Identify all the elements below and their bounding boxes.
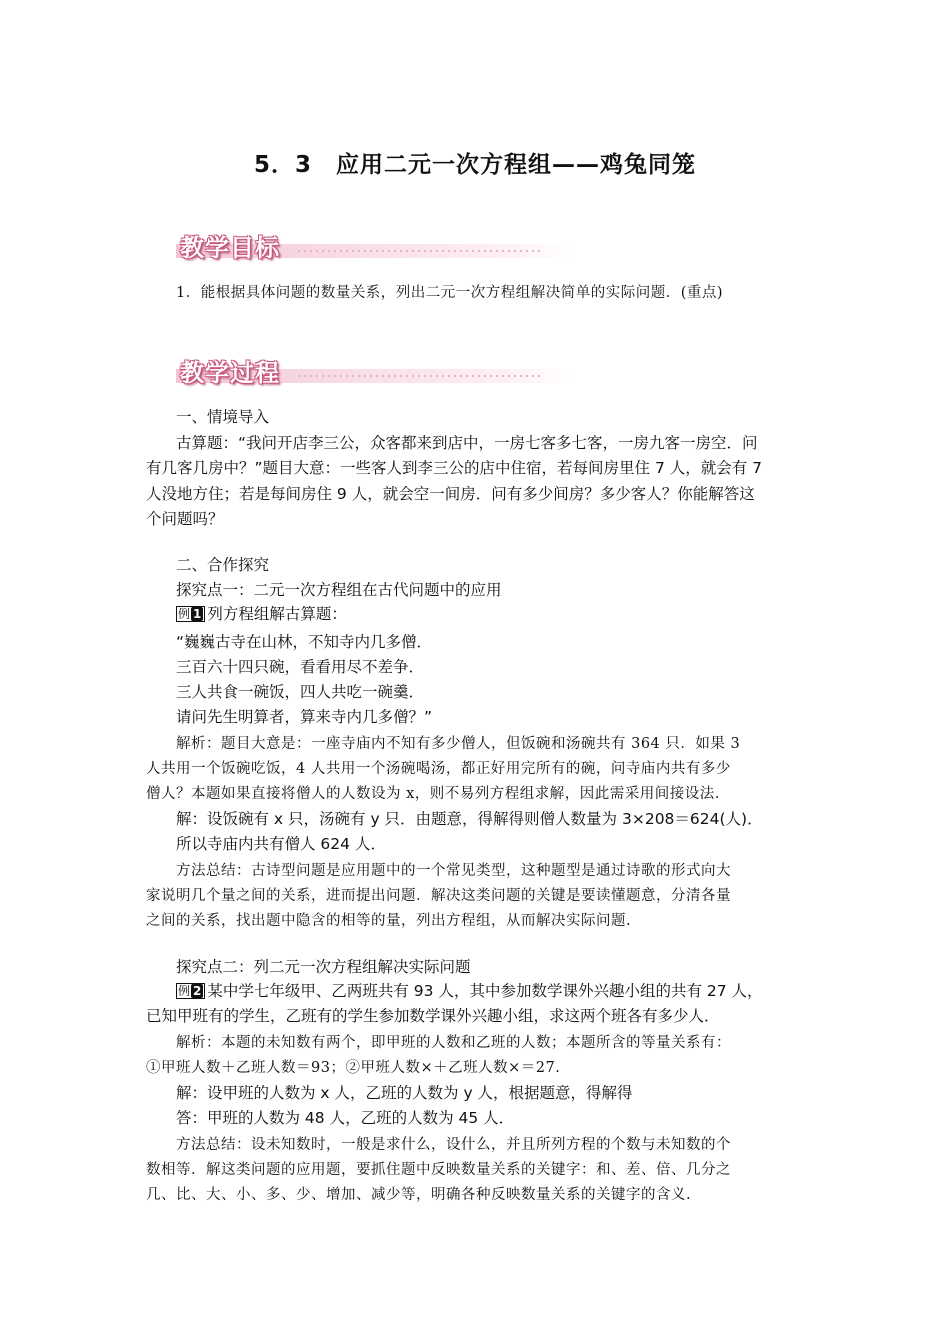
analysis-line: 解析：本题的未知数有两个，即甲班的人数和乙班的人数；本题所含的等量关系有： xyxy=(176,1035,731,1051)
banner-dots xyxy=(296,374,540,378)
summary-line: 方法总结：古诗型问题是应用题中的一个常见类型，这种题型是通过诗歌的形式向大 xyxy=(176,863,731,879)
example-badge: 例 2 xyxy=(176,983,205,999)
paragraph-line: 人没地方住；若是每间房住 9 人，就会空一间房．问有多少间房？多少客人？你能解答这 xyxy=(146,485,755,503)
banner-dots xyxy=(296,249,540,253)
solution-line: 所以寺庙内共有僧人 624 人． xyxy=(176,835,386,853)
summary-line: 家说明几个量之间的关系，进而提出问题．解决这类问题的关键是要读懂题意，分清各量 xyxy=(146,888,731,904)
paragraph-line: 有几客几房中？”题目大意：一些客人到李三公的店中住宿，若每间房里住 7 人，就会有 7 xyxy=(146,459,763,477)
paragraph-line: 个问题吗？ xyxy=(146,510,224,528)
summary-line: 数相等．解这类问题的应用题，要抓住题中反映数量关系的关键字：和、差、倍、几分之 xyxy=(146,1162,731,1178)
process-banner xyxy=(176,353,570,387)
analysis-line: 解析：题目大意是：一座寺庙内不知有多少僧人，但饭碗和汤碗共有 364 只．如果 3 xyxy=(176,736,741,752)
poem-line: 三人共食一碗饭，四人共吃一碗羹． xyxy=(176,683,425,701)
example-2 xyxy=(176,981,763,1001)
objective-item: 1．能根据具体问题的数量关系，列出二元一次方程组解决简单的实际问题．(重点) xyxy=(176,285,724,301)
analysis-line: ①甲班人数＋乙班人数＝93；②甲班人数×＋乙班人数×＝27. xyxy=(146,1060,561,1076)
section-heading: 二、合作探究 xyxy=(176,556,270,574)
subsection-heading: 探究点二：列二元一次方程组解决实际问题 xyxy=(176,958,471,976)
summary-line: 之间的关系，找出题中隐含的相等的量，列出方程组，从而解决实际问题. xyxy=(146,913,632,929)
analysis-line: 僧人？本题如果直接将僧人的人数设为 x，则不易列方程组求解，因此需采用间接设法. xyxy=(146,786,720,802)
analysis-line: 人共用一个饭碗吃饭，4 人共用一个汤碗喝汤，都正好用完所有的碗，问寺庙内共有多少 xyxy=(146,761,731,777)
objectives-heading: 教学目标 xyxy=(180,234,280,262)
objectives-banner xyxy=(176,228,570,262)
example-text: 某中学七年级甲、乙两班共有 93 人，其中参加数学课外兴趣小组的共有 27 人， xyxy=(207,982,763,1000)
poem-line: 请问先生明算者，算来寺内几多僧？” xyxy=(176,708,433,726)
subsection-heading: 探究点一：二元一次方程组在古代问题中的应用 xyxy=(176,581,502,599)
summary-line: 方法总结：设未知数时，一般是求什么，设什么，并且所列方程的个数与未知数的个 xyxy=(176,1137,731,1153)
section-heading: 一、情境导入 xyxy=(176,408,270,426)
solution-line: 解：设饭碗有 x 只，汤碗有 y 只．由题意，得解得则僧人数量为 3×208＝624(人)． xyxy=(176,810,763,828)
answer-line: 答：甲班的人数为 48 人，乙班的人数为 45 人． xyxy=(176,1109,515,1127)
summary-line: 几、比、大、小、多、少、增加、减少等，明确各种反映数量关系的关键字的含义. xyxy=(146,1187,692,1203)
poem-line: “巍巍古寺在山林，不知寺内几多僧． xyxy=(176,633,433,651)
paragraph-line: 古算题：“我问开店李三公，众客都来到店中，一房七客多七客，一房九客一房空．问 xyxy=(176,434,758,452)
example-badge: 例 1 xyxy=(176,606,205,622)
example-text: 已知甲班有的学生，乙班有的学生参加数学课外兴趣小组，求这两个班各有多少人． xyxy=(146,1007,720,1025)
example-text: 列方程组解古算题： xyxy=(207,605,347,623)
example-1 xyxy=(176,604,347,624)
process-heading: 教学过程 xyxy=(180,359,280,387)
poem-line: 三百六十四只碗，看看用尽不差争． xyxy=(176,658,425,676)
solution-line: 解：设甲班的人数为 x 人，乙班的人数为 y 人，根据题意，得解得 xyxy=(176,1084,633,1102)
page-title: 5．3 应用二元一次方程组——鸡兔同笼 xyxy=(253,152,696,178)
